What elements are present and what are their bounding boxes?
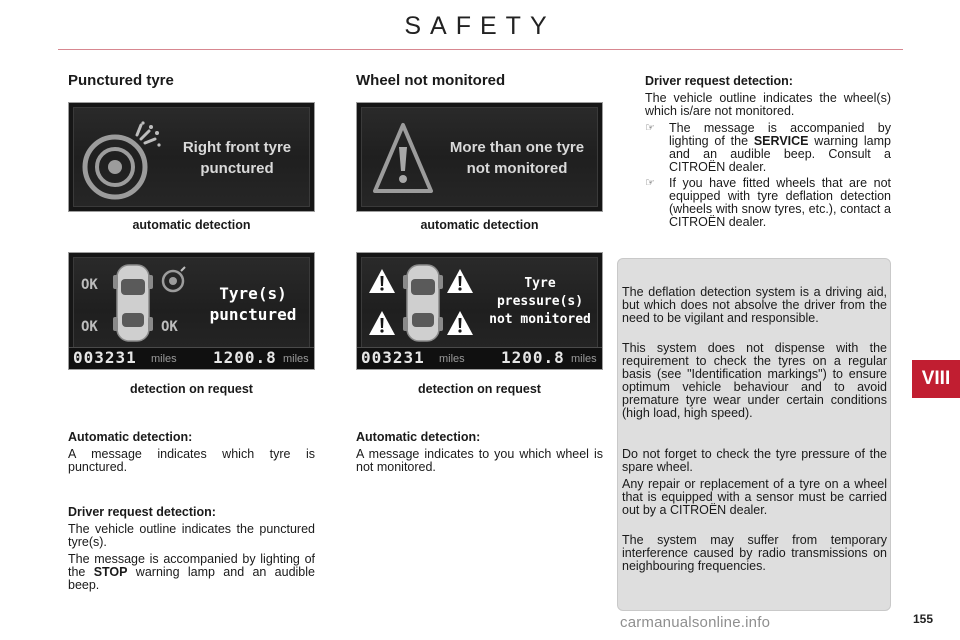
watermark: carmanualsonline.info xyxy=(620,614,771,631)
section-heading-wheel-not-monitored: Wheel not monitored xyxy=(356,72,506,89)
odometer-value: 003231 xyxy=(361,348,425,367)
odometer-unit: miles xyxy=(439,353,465,365)
display-message-line3: not monitored xyxy=(489,312,591,327)
info-paragraph: The system may suffer from temporary interference caused by radio transmissions on neighbouring frequencies. xyxy=(622,533,887,573)
stop-lamp-label: STOP xyxy=(93,565,128,579)
text-part: warning lamp and an audible beep. xyxy=(68,565,315,592)
request-detection-text: The vehicle outline indicates the punctured tyre(s). xyxy=(68,522,315,549)
car-outline-icon xyxy=(113,261,153,345)
display-message-line2: not monitored xyxy=(466,160,568,177)
trip-value: 1200.8 xyxy=(501,348,565,367)
warning-triangle-icon xyxy=(445,267,475,295)
auto-detection-heading: Automatic detection: xyxy=(68,430,193,444)
text-part: warning lamp and an audible beep. Consult a CITROËN dealer. xyxy=(669,134,891,174)
page-title: SAFETY xyxy=(404,12,556,40)
service-lamp-label: SERVICE xyxy=(753,134,809,148)
title-divider xyxy=(58,49,903,50)
section-heading-punctured-tyre: Punctured tyre xyxy=(68,72,174,89)
caption-auto-detection: automatic detection xyxy=(132,218,251,232)
display-not-monitored-request xyxy=(356,252,603,370)
display-message xyxy=(435,137,599,179)
bullet-service-lamp xyxy=(669,122,891,174)
odometer-unit: miles xyxy=(151,353,177,365)
bullet-arrow-icon: ☞ xyxy=(645,122,655,134)
display-message-line1: Tyre xyxy=(524,276,556,291)
display-message xyxy=(165,137,309,179)
caption-request-detection: detection on request xyxy=(130,382,253,396)
trip-unit: miles xyxy=(571,353,597,365)
warning-triangle-icon xyxy=(445,309,475,337)
request-detection-text-2 xyxy=(68,553,315,592)
driver-request-heading: Driver request detection: xyxy=(645,74,793,88)
bullet-arrow-icon: ☞ xyxy=(645,177,655,189)
ok-label-rear-right: OK xyxy=(161,319,178,335)
text-part: The message is accompanied by lighting of the xyxy=(68,552,315,579)
ok-label-front-left: OK xyxy=(81,277,98,293)
caption-auto-detection-2: automatic detection xyxy=(420,218,539,232)
driver-request-intro: The vehicle outline indicates the wheel(s) which is/are not monitored. xyxy=(645,91,891,118)
info-paragraph: Do not forget to check the tyre pressure of the spare wheel. xyxy=(622,447,887,474)
display-message-line1: Tyre(s) xyxy=(219,284,287,303)
trip-unit: miles xyxy=(283,353,309,365)
display-punctured-request xyxy=(68,252,315,370)
warning-triangle-icon xyxy=(367,309,397,337)
display-message-line2: punctured xyxy=(209,305,297,324)
chapter-tab[interactable]: VIII xyxy=(912,360,960,398)
warning-triangle-icon xyxy=(367,267,397,295)
ok-label-rear-left: OK xyxy=(81,319,98,335)
text-part: The message is accompanied by lighting of the xyxy=(669,121,891,148)
auto-detection-text: A message indicates which tyre is punctured. xyxy=(68,447,315,474)
display-message-line1: More than one tyre xyxy=(449,139,585,156)
display-message-line2: punctured xyxy=(200,160,274,177)
display-message-line1: Right front tyre xyxy=(182,139,292,156)
page-number: 155 xyxy=(913,612,934,626)
car-outline-icon xyxy=(403,261,443,345)
display-punctured-auto xyxy=(68,102,315,212)
odometer-value: 003231 xyxy=(73,348,137,367)
display-message xyxy=(197,283,309,325)
auto-detection-heading-2: Automatic detection: xyxy=(356,430,481,444)
warning-triangle-icon xyxy=(371,121,435,197)
info-paragraph: Any repair or replacement of a tyre on a wheel that is equipped with a sensor must be carried out by a CITROËN dealer. xyxy=(622,477,887,517)
info-paragraph: The deflation detection system is a driving aid, but which does not absolve the driver from the need to be vigilant and responsible. xyxy=(622,285,887,325)
caption-request-detection-2: detection on request xyxy=(418,382,541,396)
display-not-monitored-auto xyxy=(356,102,603,212)
info-paragraph: This system does not dispense with the requirement to check the tyres on a regular basis (see "Identification markings") to ensure optimum vehicle behaviour and to avoid premature tyre wear under certain conditions (high load, high speed). xyxy=(622,341,887,420)
bullet-snow-tyres: If you have fitted wheels that are not equipped with tyre deflation detection (wheels with snow tyres, etc.), contact a CITROËN dealer. xyxy=(669,176,891,229)
auto-detection-text-2: A message indicates to you which wheel is not monitored. xyxy=(356,447,603,474)
request-detection-heading: Driver request detection: xyxy=(68,505,216,519)
trip-value: 1200.8 xyxy=(213,348,277,367)
display-message-line2: pressure(s) xyxy=(496,294,584,309)
punctured-tyre-icon xyxy=(79,117,161,203)
info-box xyxy=(617,258,891,611)
tyre-small-icon xyxy=(159,265,187,293)
display-message xyxy=(481,275,599,329)
